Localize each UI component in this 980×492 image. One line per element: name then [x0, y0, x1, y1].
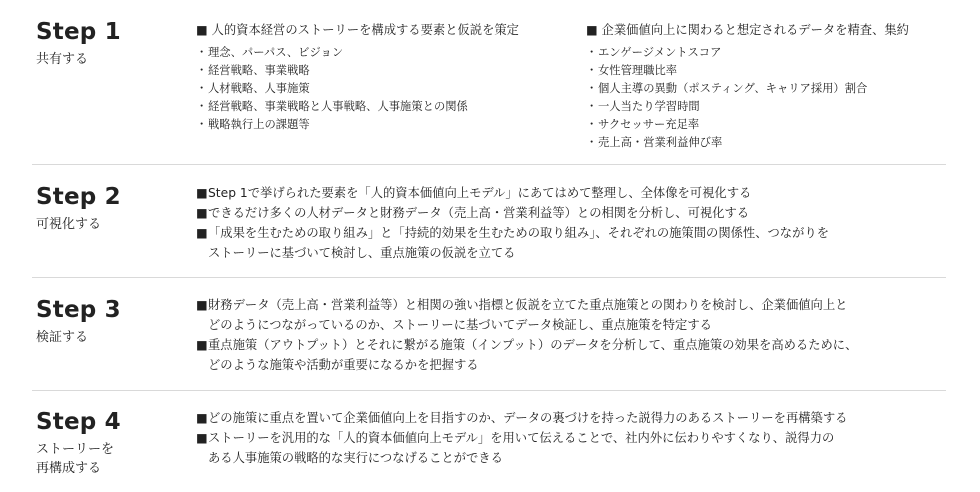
step-subtitle: 可視化する: [36, 217, 102, 232]
square-bullet-icon: ■: [196, 411, 208, 425]
dot-bullet-icon: ・: [196, 64, 208, 77]
step-2-body: [196, 183, 952, 263]
square-bullet-icon: ■: [196, 23, 208, 37]
step-subtitle: ストーリーを 再構成する: [36, 442, 115, 476]
step-1-column-right: [586, 20, 909, 152]
step-title: Step 1: [36, 19, 121, 45]
square-bullet-icon: ■: [196, 206, 208, 220]
section-divider: [32, 390, 946, 391]
list-item: ・ 人材戦略、人事施策: [196, 80, 519, 98]
step-title: Step 4: [36, 409, 121, 435]
square-bullet-icon: ■: [196, 226, 208, 240]
square-bullet-icon: ■: [196, 338, 208, 352]
list-item: ■ Step 1で挙げられた要素を「人的資本価値向上モデル」にあてはめて整理し、全体像を可視化する: [196, 183, 952, 203]
dot-bullet-icon: ・: [196, 82, 208, 95]
square-bullet-icon: ■: [196, 186, 208, 200]
step-title: Step 3: [36, 297, 121, 323]
list-item: ■ どの施策に重点を置いて企業価値向上を目指すのか、データの裏づけを持った説得力のあるストーリーを再構築する: [196, 408, 952, 428]
step-3-heading: [36, 296, 121, 347]
list-item: ■ 財務データ（売上高・営業利益等）と相関の強い指標と仮説を立てた重点施策との関わりを検討し、企業価値向上と どのようにつながっているのか、ストーリーに基づいてデータ検証し、重点施策を特定する: [196, 295, 952, 335]
list-item: ■ できるだけ多くの人材データと財務データ（売上高・営業利益等）との相関を分析し、可視化する: [196, 203, 952, 223]
step-3-body: [196, 295, 952, 375]
list-item: ■ ストーリーを汎用的な「人的資本価値向上モデル」を用いて伝えることで、社内外に伝わりやすくなり、説得力の ある人事施策の戦略的な実行につなげることができる: [196, 428, 952, 468]
dot-bullet-icon: ・: [196, 118, 208, 131]
dot-bullet-icon: ・: [196, 46, 208, 59]
list-item: ・ 一人当たり学習時間: [586, 98, 909, 116]
list-item: ・ 理念、パーパス、ビジョン: [196, 44, 519, 62]
step-title: Step 2: [36, 184, 121, 210]
section-divider: [32, 277, 946, 278]
list-item: ・ 売上高・営業利益伸び率: [586, 134, 909, 152]
list-item: ・ 経営戦略、事業戦略: [196, 62, 519, 80]
section-divider: [32, 164, 946, 165]
dot-bullet-icon: ・: [586, 100, 598, 113]
square-bullet-icon: ■: [196, 298, 208, 312]
list-item: ・ サクセッサー充足率: [586, 116, 909, 134]
dot-bullet-icon: ・: [586, 136, 598, 149]
dot-bullet-icon: ・: [586, 82, 598, 95]
list-item: ■ 重点施策（アウトプット）とそれに繋がる施策（インプット）のデータを分析して、重点施策の効果を高めるために、 どのような施策や活動が重要になるかを把握する: [196, 335, 952, 375]
step-1-column-left: [196, 20, 519, 134]
dot-bullet-icon: ・: [196, 100, 208, 113]
list-item: ・ エンゲージメントスコア: [586, 44, 909, 62]
square-bullet-icon: ■: [196, 431, 208, 445]
dot-bullet-icon: ・: [586, 118, 598, 131]
list-item: ・ 女性管理職比率: [586, 62, 909, 80]
step-subtitle: 共有する: [36, 52, 89, 67]
step-4-heading: [36, 408, 121, 478]
column-heading: ■ 人的資本経営のストーリーを構成する要素と仮説を策定: [196, 23, 519, 37]
step-1-heading: [36, 18, 121, 69]
list-item: ・ 戦略執行上の課題等: [196, 116, 519, 134]
step-4-body: [196, 408, 952, 468]
step-2-heading: [36, 183, 121, 234]
step-subtitle: 検証する: [36, 330, 89, 345]
dot-bullet-icon: ・: [586, 46, 598, 59]
dot-bullet-icon: ・: [586, 64, 598, 77]
list-item: ■ 「成果を生むための取り組み」と「持続的効果を生むための取り組み」、それぞれの施策間の関係性、つながりを ストーリーに基づいて検討し、重点施策の仮説を立てる: [196, 223, 952, 263]
dot-list: [196, 44, 519, 134]
list-item: ・ 個人主導の異動（ポスティング、キャリア採用）割合: [586, 80, 909, 98]
square-bullet-icon: ■: [586, 23, 598, 37]
list-item: ・ 経営戦略、事業戦略と人事戦略、人事施策との関係: [196, 98, 519, 116]
column-heading: ■ 企業価値向上に関わると想定されるデータを精査、集約: [586, 23, 909, 37]
dot-list: [586, 44, 909, 152]
